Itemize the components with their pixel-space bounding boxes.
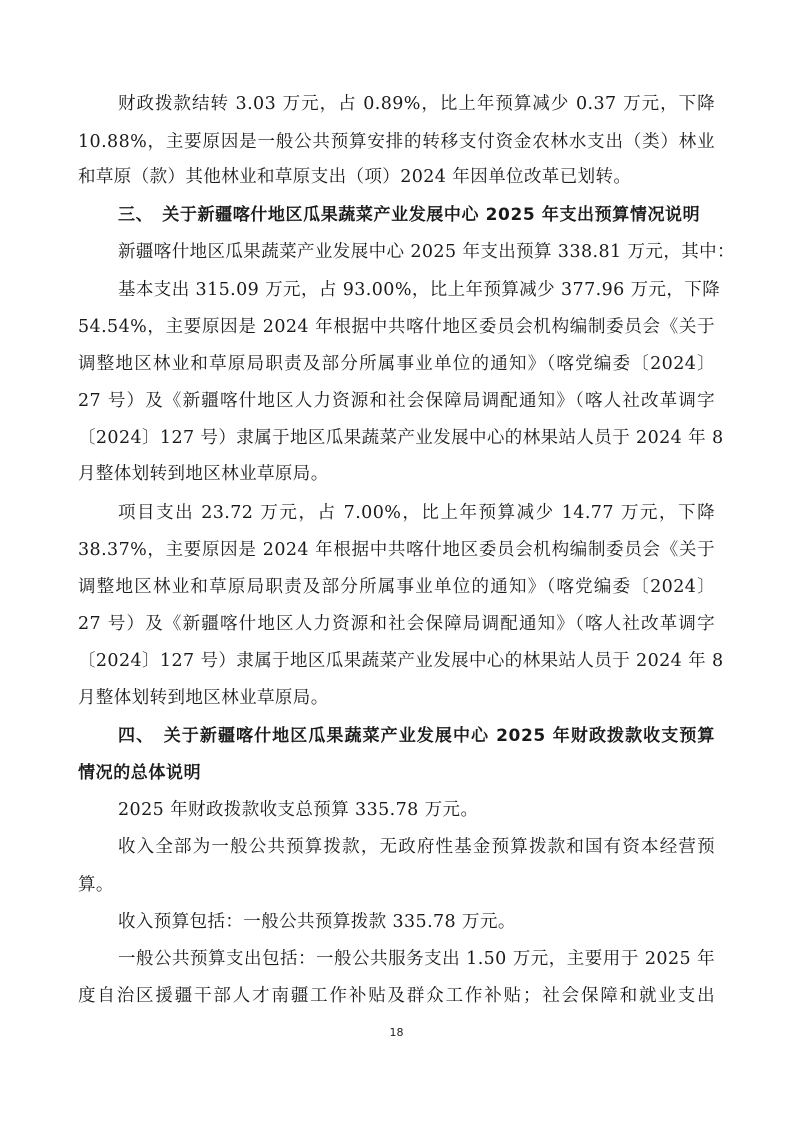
paragraph-line: 10.88%，主要原因是一般公共预算安排的转移支付资金农林水支出（类）林业	[78, 132, 715, 152]
paragraph-line: 算。	[78, 875, 114, 895]
paragraph-line: 27 号）及《新疆喀什地区人力资源和社会保障局调配通知》（喀人社改革调字	[78, 391, 715, 411]
paragraph-line: 月整体划转到地区林业草原局。	[78, 688, 329, 708]
paragraph-line: 一般公共预算支出包括：一般公共服务支出 1.50 万元，主要用于 2025 年	[118, 949, 715, 969]
paragraph-line: 2025 年财政拨款收支总预算 335.78 万元。	[118, 800, 479, 820]
paragraph-line: 度自治区援疆干部人才南疆工作补贴及群众工作补贴；社会保障和就业支出	[78, 986, 715, 1006]
paragraph-line: 收入预算包括：一般公共预算拨款 335.78 万元。	[118, 912, 516, 932]
paragraph-line: 27 号）及《新疆喀什地区人力资源和社会保障局调配通知》（喀人社改革调字	[78, 614, 715, 634]
paragraph-line: 新疆喀什地区瓜果蔬菜产业发展中心 2025 年支出预算 338.81 万元，其中：	[118, 242, 735, 262]
section-heading: 情况的总体说明	[78, 763, 202, 783]
paragraph-line: 月整体划转到地区林业草原局。	[78, 464, 329, 484]
paragraph-line: 调整地区林业和草原局职责及部分所属事业单位的通知》（喀党编委〔2024〕	[78, 354, 715, 374]
paragraph-line: 〔2024〕127 号）隶属于地区瓜果蔬菜产业发展中心的林果站人员于 2024 年 8	[78, 428, 724, 448]
paragraph-line: 38.37%，主要原因是 2024 年根据中共喀什地区委员会机构编制委员会《关于	[78, 540, 715, 560]
paragraph-line: 〔2024〕127 号）隶属于地区瓜果蔬菜产业发展中心的林果站人员于 2024 年 8	[78, 651, 724, 671]
section-heading: 三、 关于新疆喀什地区瓜果蔬菜产业发展中心 2025 年支出预算情况说明	[118, 205, 701, 225]
paragraph-line: 调整地区林业和草原局职责及部分所属事业单位的通知》（喀党编委〔2024〕	[78, 577, 715, 597]
page-number: 18	[389, 1026, 404, 1039]
paragraph-line: 收入全部为一般公共预算拨款，无政府性基金预算拨款和国有资本经营预	[118, 837, 715, 857]
paragraph-line: 项目支出 23.72 万元，占 7.00%，比上年预算减少 14.77 万元，下降	[118, 503, 715, 523]
section-heading: 四、 关于新疆喀什地区瓜果蔬菜产业发展中心 2025 年财政拨款收支预算	[118, 726, 715, 746]
paragraph-line: 和草原（款）其他林业和草原支出（项）2024 年因单位改革已划转。	[78, 167, 632, 187]
paragraph-line: 财政拨款结转 3.03 万元，占 0.89%，比上年预算减少 0.37 万元，下降	[118, 94, 715, 114]
paragraph-line: 54.54%，主要原因是 2024 年根据中共喀什地区委员会机构编制委员会《关于	[78, 317, 715, 337]
paragraph-line: 基本支出 315.09 万元，占 93.00%，比上年预算减少 377.96 万元，下降	[118, 280, 721, 300]
